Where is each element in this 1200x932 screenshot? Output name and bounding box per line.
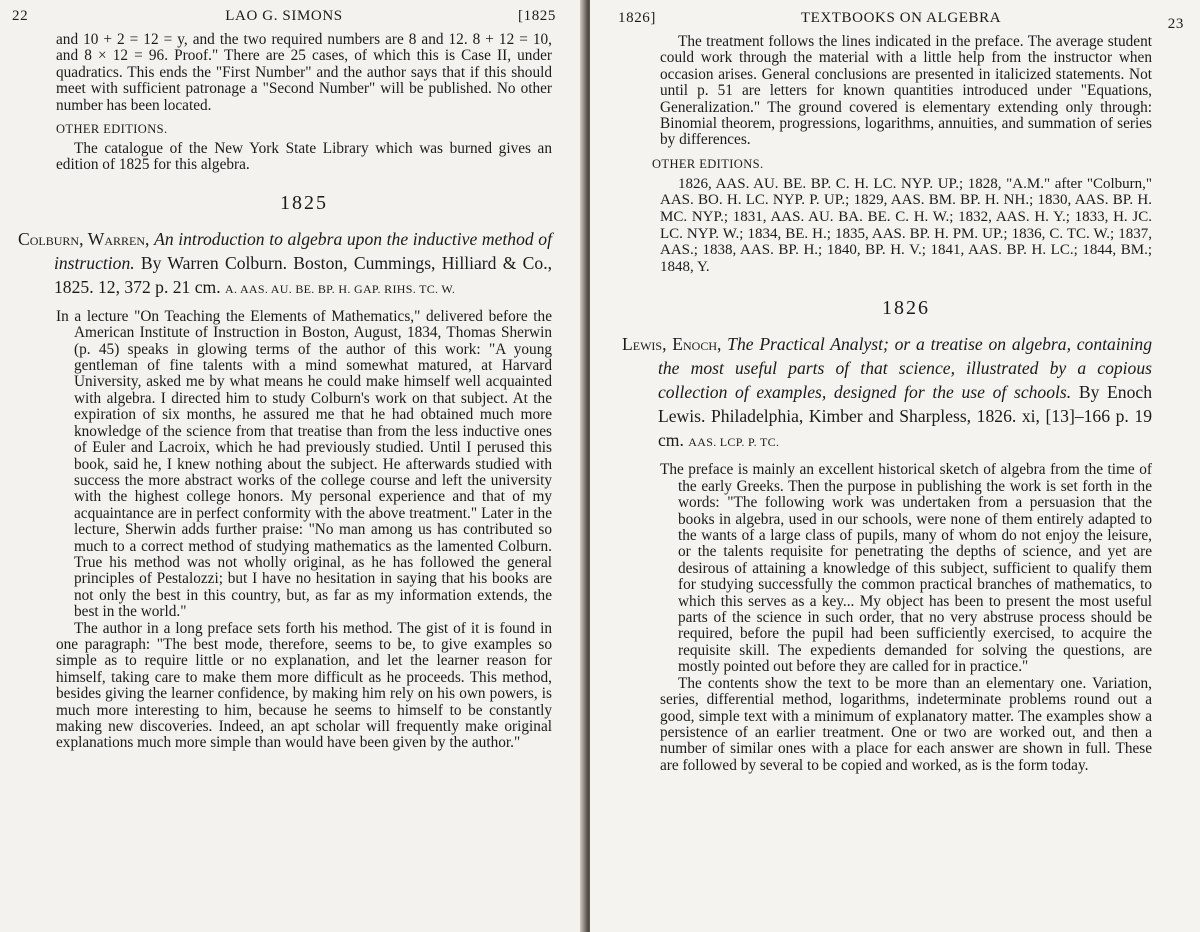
right-header-title: TEXTBOOKS ON ALGEBRA — [800, 10, 1002, 26]
entry-author: Lewis, Enoch, — [622, 334, 728, 355]
right-paragraph-3: The contents show the text to be more than an elementary one. Variation, series, differential method, logarithms, indeterminate problems round out a good, simple text with a minimum of explanatory matter. The examples show a persistence of an earlier treatment. One or two are worked out, and then a number of similar ones with a place for each answer are shown in full. These are followed by several to be copied and worked, as is the form today. — [660, 674, 1152, 774]
entry-libraries: A. AAS. AU. BE. BP. H. GAP. RIHS. TC. W. — [225, 281, 456, 296]
left-paragraph-3: The author in a long preface sets forth his method. The gist of it is found in one paragraph: "The best mode, therefore, seems to be, to give examples so simple as to require little or no explanation, and let the learner reason for himself, taking care to make them more difficult as he proceeds. This method, besides giving the learner confidence, by making him rely on his own powers, is much more interesting to him, because he seems to himself to be constantly making new discoveries. Indeed, an apt scholar will frequently make original explanations much more simple than would have been given by the author." — [56, 619, 552, 752]
entry-title: The Practical Analyst; or a treatise on algebra, containing the most useful parts of that science, illustrated by a copious collection of examples, designed for the use of schools. — [658, 334, 1152, 403]
year-heading-1825: 1825 — [280, 191, 328, 214]
right-paragraph-1: The treatment follows the lines indicated in the preface. The average student could work through the material with a little help from the instructor when occasion arises. General conclusions are presented in italicized statements. Not until p. 51 are letters for known quantities introduced under "Equations, Generalization." The ground covered is elementary extending only through: Binomial theorem, progressions, logarithms, annuities, and summation of series by differences. — [660, 33, 1152, 149]
entry-author: Colburn, Warren, — [18, 228, 155, 249]
left-other-editions-label: OTHER EDITIONS. — [56, 122, 168, 137]
right-page-number: 23 — [1167, 16, 1184, 32]
left-page — [0, 0, 588, 932]
left-paragraph-1: and 10 + 2 = 12 = y, and the two required numbers are 8 and 12. 8 + 12 = 10, and 8 × 12 = 96. Proof." There are 25 cases, of which this is Case II, under quadratics. This ends the "First Number" and the author says that if this should meet with sufficient patronage a "Second Number" will be published. No other number has been located. — [56, 31, 552, 114]
left-page-number: 22 — [12, 8, 29, 24]
left-running-header — [12, 8, 556, 32]
entry-imprint: By Warren Colburn. Boston, Cummings, Hilliard & Co., 1825. 12, 372 p. 21 cm. — [54, 252, 552, 297]
entry-imprint: By Enoch Lewis. Philadelphia, Kimber and Sharpless, 1826. xi, [13]–166 p. 19 cm. — [658, 382, 1152, 451]
left-paragraph-2: In a lecture "On Teaching the Elements of Mathematics," delivered before the American Institute of Instruction in Boston, August, 1834, Thomas Sherwin (p. 45) speaks in glowing terms of the author of this work: "A young gentleman of fine talents with a mind somewhat matured, at Harvard University, asked me by what means he could make himself well acquainted with algebra. I directed him to study Colburn's work on that subject. At the expiration of six months, he assured me that he had obtained much more knowledge of the science from that treatise than from the less inductive ones of Euler and Lacroix, which he had previously studied. Until I perused this book, said he, I knew nothing about the subject. He afterwards studied with success the more abstract works of the college course and left the university with the highest college honors. My personal experience and that of my acquaintance are in perfect conformity with the above treatment." Later in the lecture, Sherwin adds further praise: "No man among us has contributed so much to a correct method of studying mathematics as the lamented Colburn. True his method was not wholly original, as he has followed the general principles of Pestalozzi; but I have no hesitation in saying that his books are not only the best in this country, but, as far as my information extends, the best in the world." — [56, 307, 552, 621]
bib-entry-colburn — [18, 227, 552, 301]
left-header-year: [1825 — [518, 8, 556, 24]
left-header-title: LAO G. SIMONS — [225, 8, 343, 24]
right-header-year: 1826] — [618, 10, 656, 26]
entry-title: An introduction to algebra upon the inductive method of instruction. — [54, 228, 552, 273]
right-page — [590, 0, 1200, 932]
entry-libraries: AAS. LCP. P. TC. — [688, 435, 780, 450]
right-other-editions-label: OTHER EDITIONS. — [652, 156, 764, 171]
left-other-editions-text: The catalogue of the New York State Library which was burned gives an edition of 1825 for this algebra. — [56, 140, 552, 174]
year-heading-1826: 1826 — [882, 297, 930, 320]
bib-entry-lewis — [622, 332, 1152, 454]
right-other-editions-text: 1826, AAS. AU. BE. BP. C. H. LC. NYP. UP.; 1828, "A.M." after "Colburn," AAS. BO. H. LC. NYP. P. UP.; 1829, AAS. BM. BP. H. NH.; 1830, AAS. BP. H. MC. NYP.; 1831, AAS. AU. BA. BE. C. H. W.; 1832, AAS. H. Y.; 1833, H. JC. LC. NYP. W.; 1834, BE. H.; 1835, AAS. BP. H. PM. UP.; 1836, C. TC. W.; 1837, AAS.; 1838, AAS. BP. H.; 1840, BP. H. V.; 1841, AAS. BP. H. LC.; 1844, BM.; 1848, Y. — [660, 175, 1152, 275]
right-running-header — [618, 10, 1184, 34]
right-paragraph-2: The preface is mainly an excellent historical sketch of algebra from the time of the early Greeks. Then the purpose in publishing the work is set forth in the words: "The following work was undertaken from a persuasion that the books in algebra, used in our schools, were none of them entirely adapted to the wants of a large class of pupils, many of whom do not enjoy the leisure, or the talents requisite for penetrating the depths of science, and yet are desirous of attaining a knowledge of this subject, sufficient to qualify them for studying successfully the common practical branches of mathematics, to which this serves as a key... My object has been to present the most useful parts of the science in such order, that no very abstruse process should be required, before the pupil had been sufficiently exercised, to acquire the requisite skill. The expedients demanded for solving the questions, are mostly pointed out before they are called for in practice." — [660, 461, 1152, 676]
